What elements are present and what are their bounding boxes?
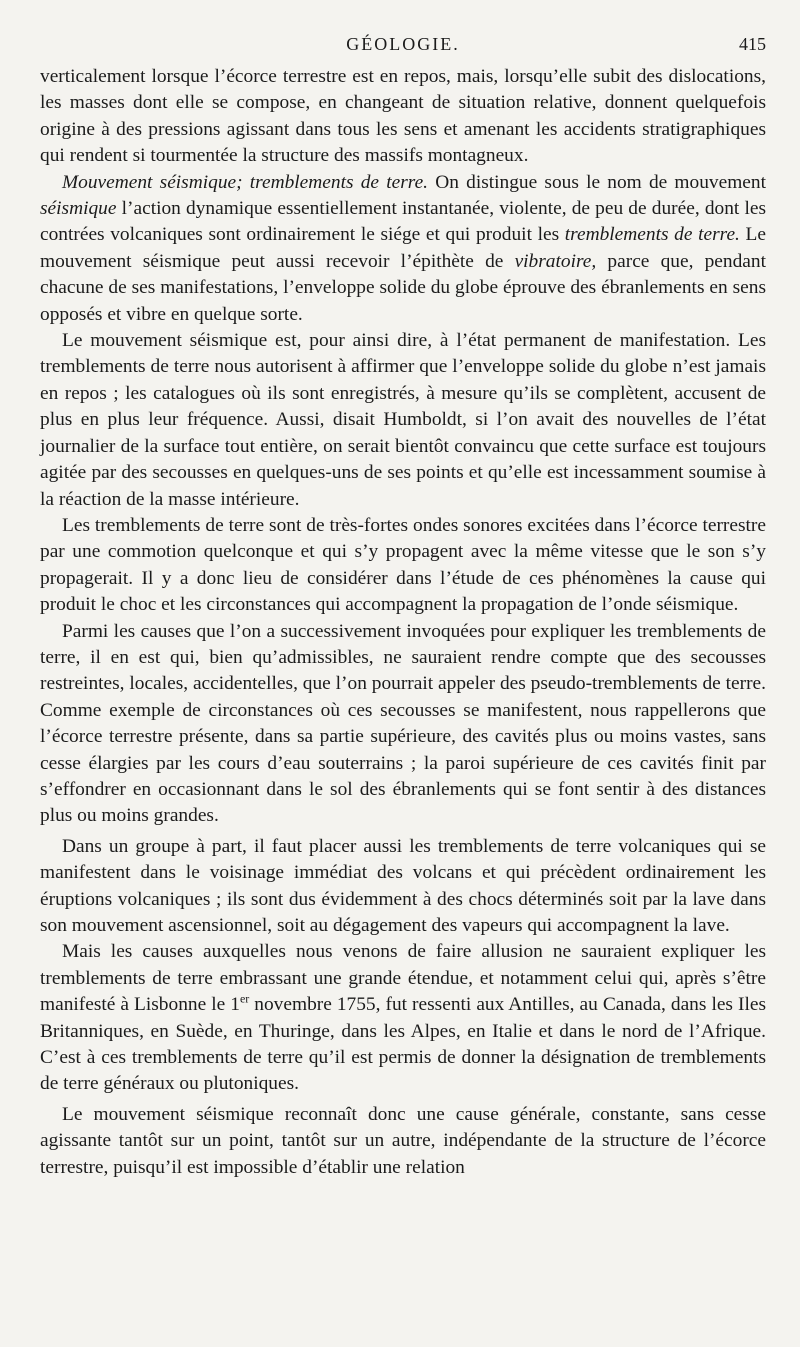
paragraph-2-text-b: l’action dynamique essentiellement instantanée, violente, de peu de durée, dont les contrées volcaniques sont ordinairement le siége et qui produit les [40, 198, 766, 246]
paragraph-8: Le mouvement séismique reconnaît donc une cause générale, constante, sans cesse agissante tantôt sur un point, tantôt sur un autre, indépendante de la structure de l’écorce terrestre, puisqu’il est impossible d’établir une relation [40, 1103, 766, 1178]
paragraph-3: Le mouvement séismique est, pour ainsi dire, à l’état permanent de manifestation. Les tremblements de terre nous autorisent à affirmer que l’enveloppe solide du globe n’est jamais en repos ; les catalogues où ils sont enregistrés, à mesure qu’ils se complètent, accusent de plus en plus leur fréquence. Aussi, disait Humboldt, si l’on avait des nouvelles de l’état journalier de la surface tout entière, on serait bientôt convaincu que cette surface est toujours agitée par des secousses en quelques-uns de ses points et qu’elle est incessamment soumise à la réaction de la masse intérieure. [40, 330, 766, 510]
paragraph-5: Parmi les causes que l’on a successivement invoquées pour expliquer les tremblements de terre, il en est qui, bien qu’admissibles, ne sauraient rendre compte que des secousses restreintes, locales, accidentelles, que l’on pourrait appeler des pseudo-tremblements de terre. Comme exemple de circonstances où ces secousses se manifestent, nous rappellerons que l’écorce terrestre présente, dans sa partie supérieure, des cavités plus ou moins vastes, sans cesse élargies par les cours d’eau souterrains ; la paroi supérieure de ces cavités finit par s’effondrer en occasionnant dans le sol des ébranlements qui se font sentir à des distances plus ou moins grandes. [40, 620, 766, 827]
paragraph-2 [40, 170, 766, 328]
term-tremblements: tremblements de terre. [564, 224, 740, 246]
paragraph-2-text-a: On distingue sous le nom de mouvement [428, 171, 766, 193]
paragraph-7 [40, 939, 766, 1097]
running-head [40, 30, 766, 64]
section-heading: Mouvement séismique; tremblements de terre. [62, 171, 429, 193]
page-number: 415 [739, 34, 766, 54]
paragraph-7-text-b: novembre 1755, fut ressenti aux Antilles, au Canada, dans les Iles Britanniques, en Suède, en Thuringe, dans les Alpes, en Italie et dans le nord de l’Afrique. C’est à ces tremblements de terre qu’il est permis de donner la désignation de tremblements de terre généraux ou plutoniques. [40, 994, 766, 1095]
paragraph-7-text-a: Mais les causes auxquelles nous venons de faire allusion ne sauraient expliquer les tremblements de terre embrassant une grande étendue, et notamment celui qui, après s’être manifesté à Lisbonne le 1 [40, 941, 766, 1016]
paragraph-2-text-c: Le mouvement séismique peut aussi recevoir l’épithète de [40, 224, 766, 272]
paragraph-6: Dans un groupe à part, il faut placer aussi les tremblements de terre volcaniques qui se manifestent dans le voisinage immédiat des volcans et qui précèdent ordinairement les éruptions volcaniques ; ils sont dus évidemment à des chocs déterminés soit par la lave dans son mouvement ascensionnel, soit au dégagement des vapeurs qui accompagnent la lave. [40, 835, 766, 936]
term-seismique: séismique [40, 198, 117, 220]
paragraph-4: Les tremblements de terre sont de très-fortes ondes sonores excitées dans l’écorce terrestre par une commotion quelconque et qui s’y propagent avec la même vitesse que le son s’y propagerait. Il y a donc lieu de considérer dans l’étude de ces phénomènes la cause qui produit le choc et les circonstances qui accompagnent la propagation de l’onde séismique. [40, 514, 766, 616]
running-title: GÉOLOGIE. [346, 34, 460, 54]
paragraph-2-text-d: parce que, pendant chacune de ses manifestations, l’enveloppe solide du globe éprouve des ébranlements en sens opposés et vibre en quelque sorte. [40, 250, 766, 325]
ordinal-superscript: er [239, 991, 250, 1006]
body-text [40, 64, 766, 1181]
paragraph-1: verticalement lorsque l’écorce terrestre est en repos, mais, lorsqu’elle subit des dislocations, les masses dont elle se compose, en changeant de situation relative, donnent quelquefois origine à des pressions agissant dans tous les sens et amenant les accidents stratigraphiques qui rendent si tourmentée la structure des massifs montagneux. [40, 66, 766, 167]
term-vibratoire: vibratoire, [514, 250, 597, 272]
